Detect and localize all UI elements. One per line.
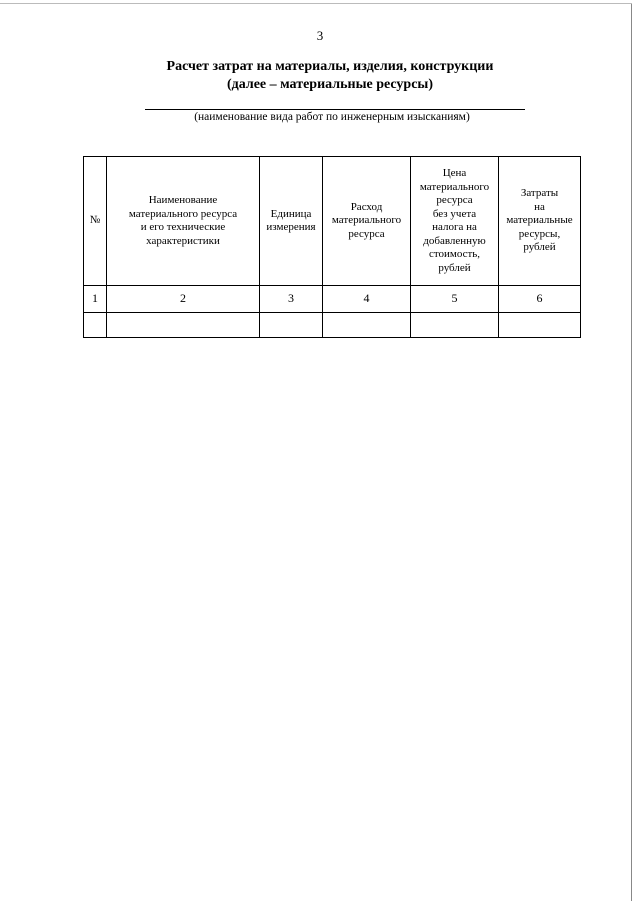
column-number-row (84, 286, 581, 313)
header-resource-name: Наименование материального ресурса и его технические характеристики (107, 157, 260, 286)
page-top-edge (0, 3, 632, 4)
column-number: 5 (411, 286, 499, 313)
title-line-2: (далее – материальные ресурсы) (226, 77, 434, 92)
empty-cell (323, 313, 411, 338)
fill-in-caption: (наименование вида работ по инженерным изысканиям) (194, 111, 470, 123)
page-number: 3 (316, 28, 324, 43)
header-consumption: Расход материального ресурса (323, 157, 411, 286)
column-number: 4 (323, 286, 411, 313)
column-number: 6 (499, 286, 581, 313)
empty-cell (260, 313, 323, 338)
page-right-edge (631, 4, 632, 901)
column-number: 2 (107, 286, 260, 313)
header-price: Цена материального ресурса без учета налога на добавленную стоимость, рублей (411, 157, 499, 286)
header-unit: Единица измерения (260, 157, 323, 286)
header-costs: Затраты на материальные ресурсы, рублей (499, 157, 581, 286)
header-number: № (84, 157, 107, 286)
empty-cell (107, 313, 260, 338)
title-line-1: Расчет затрат на материалы, изделия, конструкции (166, 59, 494, 74)
empty-cell (499, 313, 581, 338)
empty-cell (411, 313, 499, 338)
column-number: 3 (260, 286, 323, 313)
fill-in-line (145, 109, 525, 110)
document-title (60, 58, 600, 94)
column-number: 1 (84, 286, 107, 313)
table-row (84, 313, 581, 338)
table-header-row (84, 157, 581, 286)
empty-cell (84, 313, 107, 338)
materials-table (83, 156, 581, 338)
